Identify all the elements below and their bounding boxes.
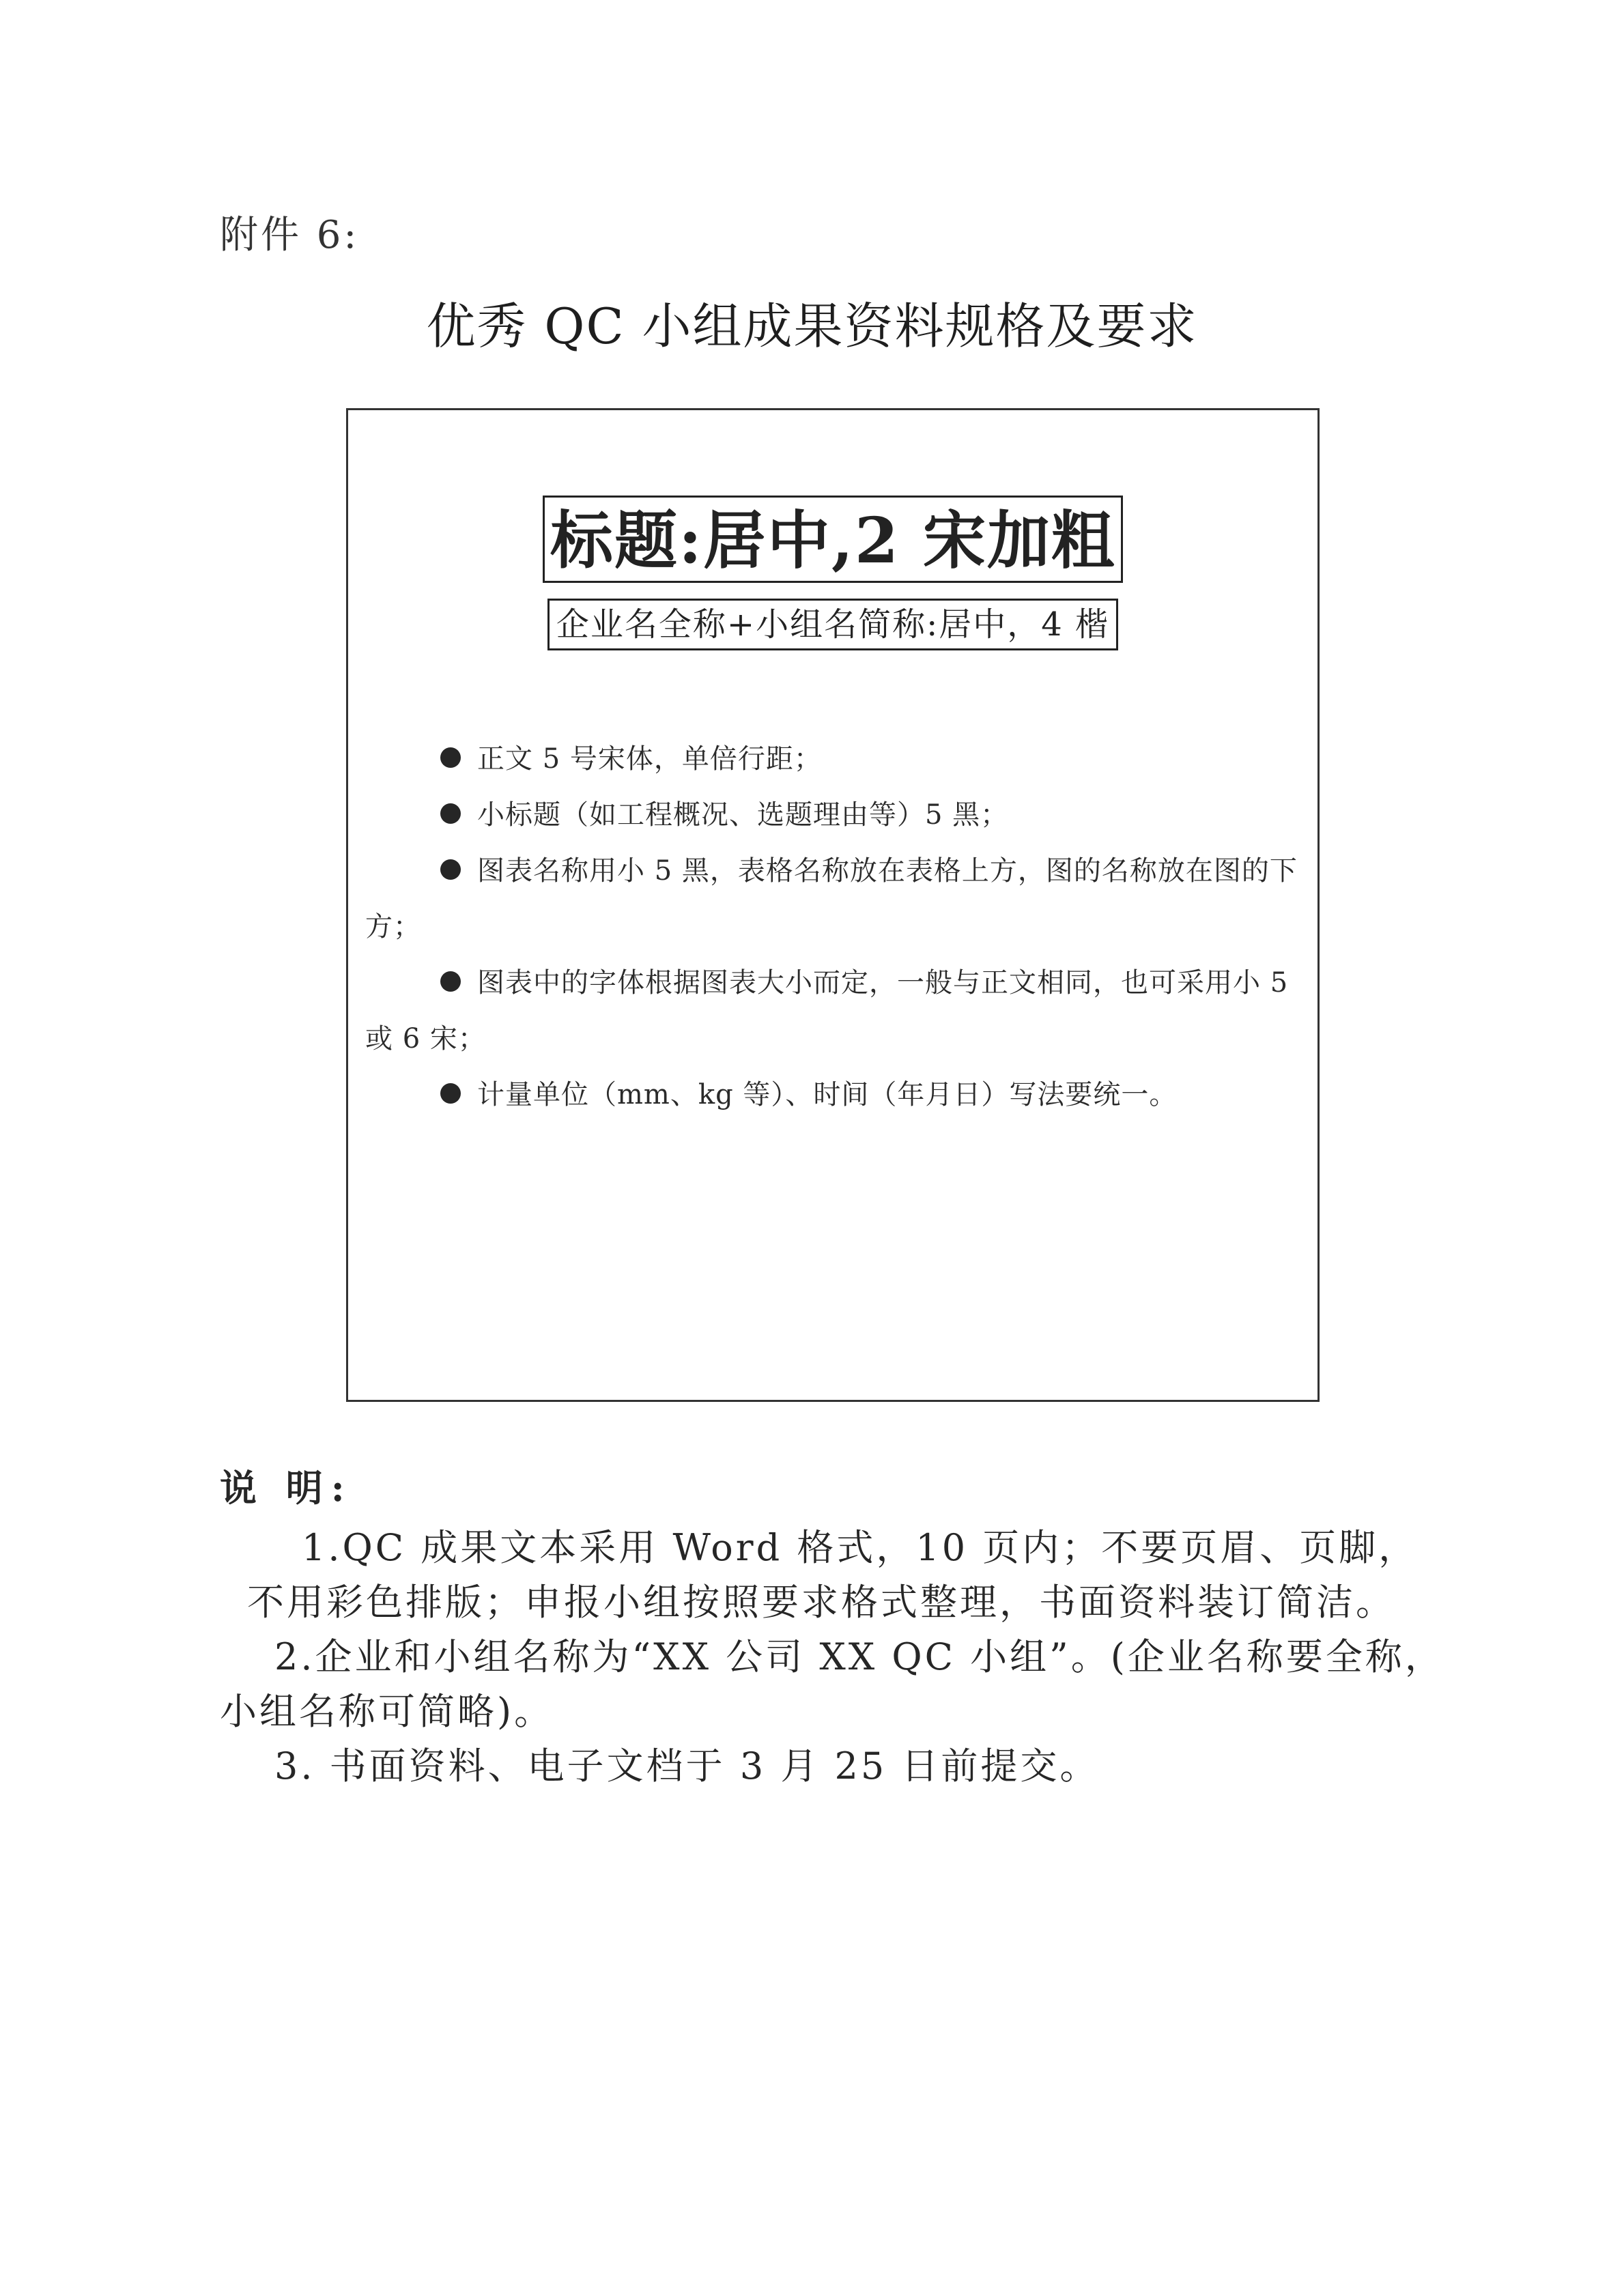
rule-text: 图表中的字体根据图表大小而定，一般与正文相同，也可采用小 5 或 6 宋； bbox=[365, 967, 1289, 1054]
bullet-icon bbox=[440, 859, 461, 880]
subtitle-spec: 企业名全称+小组名简称:居中，4 楷 bbox=[547, 599, 1118, 650]
rule-text: 小标题（如工程概况、选题理由等）5 黑； bbox=[477, 799, 1009, 831]
title-spec: 标题:居中,2 宋加粗 bbox=[543, 496, 1123, 583]
bullet-icon bbox=[440, 1083, 461, 1104]
note-item: 2.企业和小组名称为“XX 公司 XX QC 小组”。(企业名称要全称，小组名称可简略)。 bbox=[220, 1635, 1444, 1733]
rule-text: 正文 5 号宋体，单倍行距； bbox=[477, 743, 822, 775]
rule-item bbox=[365, 1067, 1304, 1123]
notes-heading: 说 明: bbox=[220, 1466, 353, 1510]
rule-list bbox=[365, 731, 1304, 1123]
notes-section bbox=[220, 1461, 1449, 1794]
bullet-icon bbox=[440, 971, 461, 992]
rule-item bbox=[365, 843, 1304, 955]
bullet-icon bbox=[440, 803, 461, 824]
rule-text: 计量单位（mm、kg 等）、时间（年月日）写法要统一。 bbox=[477, 1079, 1178, 1110]
rule-text: 图表名称用小 5 黑，表格名称放在表格上方，图的名称放在图的下方； bbox=[365, 855, 1298, 943]
rule-item bbox=[365, 955, 1304, 1067]
subtitle-spec-wrap bbox=[348, 599, 1317, 650]
document-title: 优秀 QC 小组成果资料规格及要求 bbox=[426, 298, 1198, 355]
note-item: 3. 书面资料、电子文档于 3 月 25 日前提交。 bbox=[274, 1745, 1100, 1788]
rule-item bbox=[365, 731, 1304, 787]
rule-item bbox=[365, 787, 1304, 843]
title-spec-wrap bbox=[348, 496, 1317, 583]
attachment-label: 附件 6: bbox=[220, 213, 360, 257]
bullet-icon bbox=[440, 747, 461, 768]
format-specimen-box bbox=[346, 408, 1320, 1402]
note-item: 1.QC 成果文本采用 Word 格式，10 页内；不要页眉、页脚，不用彩色排版；申报小组按照要求格式整理，书面资料装订简洁。 bbox=[247, 1526, 1419, 1624]
